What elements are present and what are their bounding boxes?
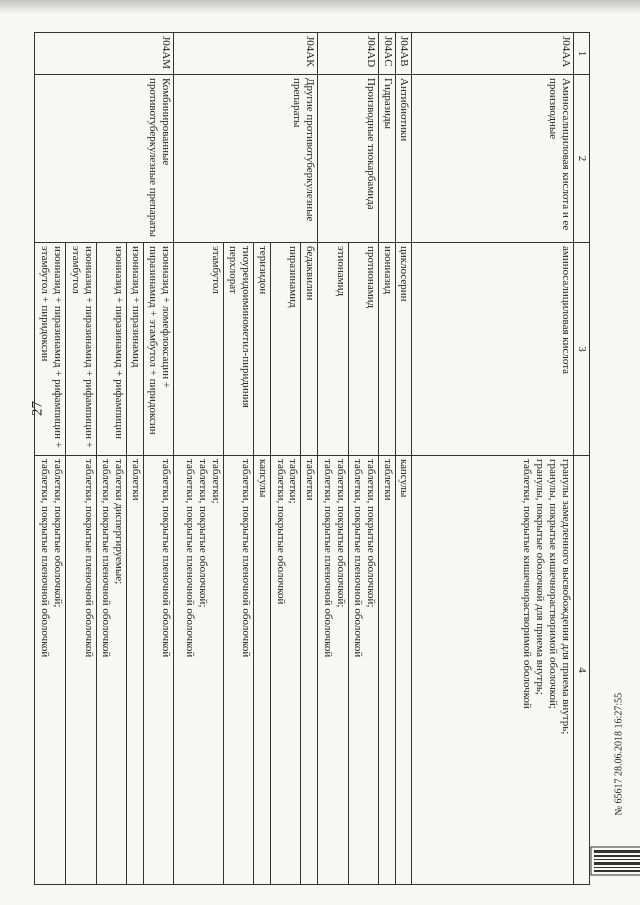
dosage-forms: таблетки: [379, 456, 395, 885]
form: таблетки, покрытые пленочной оболочкой: [38, 459, 51, 658]
table-row: [412, 33, 574, 885]
barcode-stamp-icon: [590, 846, 640, 876]
dosage-forms: таблетки: [301, 456, 317, 885]
substance: изониазид: [379, 243, 395, 456]
substance: бедаквилин: [301, 243, 317, 456]
form: таблетки диспергируемые;: [113, 459, 126, 585]
dosage-forms: капсулы: [254, 456, 270, 885]
form: таблетки, покрытые оболочкой;: [334, 459, 347, 608]
drug-table: [34, 32, 590, 885]
atc-code: J04AK: [174, 33, 317, 75]
table-row: [395, 33, 411, 885]
group-name: Аминосалициловая кислота и ее производные: [412, 75, 574, 243]
footer-doc-code: [604, 692, 630, 820]
scan-shadow: [0, 0, 640, 14]
substance: теризидон: [254, 243, 270, 456]
doc-code-text: № 65617 28.06.2018 16:27:55: [613, 692, 625, 816]
substance: изониазид + пиразинамид + рифампицин + этамбутол: [65, 243, 96, 456]
header-row: [574, 33, 590, 885]
atc-code: J04AM: [35, 33, 174, 75]
substance: изониазид + пиразинамид + рифампицин: [96, 243, 127, 456]
substance: изониазид + ломефлоксацин + пиразинамид + этамбутол + пиридоксин: [143, 243, 174, 456]
dosage-forms: таблетки: [127, 456, 143, 885]
substance: протионамид: [348, 243, 379, 456]
substance: изониазид + пиразинамид: [127, 243, 143, 456]
table-row: [379, 33, 395, 885]
substance: изониазид + пиразинамид + рифампицин + этамбутол + пиридоксин: [35, 243, 66, 456]
form: таблетки, покрытые пленочной оболочкой: [321, 459, 334, 658]
form: гранулы, покрытые оболочкой для приема внутрь;: [534, 459, 547, 695]
form: таблетки;: [287, 459, 300, 504]
table-row: [301, 33, 317, 885]
form: таблетки, покрытые оболочкой;: [196, 459, 209, 608]
dosage-forms: таблетки, покрытые пленочной оболочкой: [65, 456, 96, 885]
dosage-forms: [270, 456, 301, 885]
form: гранулы замедленного высвобождения для приема внутрь;: [560, 459, 573, 735]
substance: этионамид: [317, 243, 348, 456]
form: таблетки;: [209, 459, 222, 504]
rotated-page: [34, 32, 590, 884]
page-number: 27: [29, 401, 46, 416]
dosage-forms: [348, 456, 379, 885]
atc-code: J04AB: [395, 33, 411, 75]
dosage-forms: [96, 456, 127, 885]
group-name: Гидразиды: [379, 75, 395, 243]
form: таблетки, покрытые оболочкой: [274, 459, 287, 605]
group-name: Производные тиокарбамида: [317, 75, 379, 243]
form: гранулы, покрытые кишечнорастворимой оболочкой;: [547, 459, 560, 709]
substance: тиоуреидоиминометил-пиридиния перхлорат: [223, 243, 254, 456]
table-row: [143, 33, 174, 885]
dosage-forms: [412, 456, 574, 885]
group-name: Антибиотики: [395, 75, 411, 243]
dosage-forms: таблетки, покрытые пленочной оболочкой: [143, 456, 174, 885]
atc-code: J04AC: [379, 33, 395, 75]
substance: аминосалициловая кислота: [412, 243, 574, 456]
substance: циклосерин: [395, 243, 411, 456]
form: таблетки, покрытые кишечнорастворимой оболочкой: [521, 459, 534, 709]
atc-code: J04AA: [412, 33, 574, 75]
form: таблетки, покрытые пленочной оболочкой: [100, 459, 113, 658]
dosage-forms: [174, 456, 223, 885]
atc-code: J04AD: [317, 33, 379, 75]
dosage-forms: капсулы: [395, 456, 411, 885]
table-row: [348, 33, 379, 885]
dosage-forms: таблетки, покрытые пленочной оболочкой: [223, 456, 254, 885]
form: таблетки, покрытые оболочкой;: [365, 459, 378, 608]
header-col-2: 2: [574, 75, 590, 243]
header-col-1: 1: [574, 33, 590, 75]
form: таблетки, покрытые пленочной оболочкой: [183, 459, 196, 658]
dosage-forms: [317, 456, 348, 885]
dosage-forms: [35, 456, 66, 885]
group-name: Комбинированные противотуберкулезные препараты: [35, 75, 174, 243]
form: таблетки, покрытые оболочкой;: [51, 459, 64, 608]
header-col-4: 4: [574, 456, 590, 885]
form: таблетки, покрытые пленочной оболочкой: [352, 459, 365, 658]
header-col-3: 3: [574, 243, 590, 456]
substance: этамбутол: [174, 243, 223, 456]
substance: пиразинамид: [270, 243, 301, 456]
group-name: Другие противотуберкулезные препараты: [174, 75, 317, 243]
